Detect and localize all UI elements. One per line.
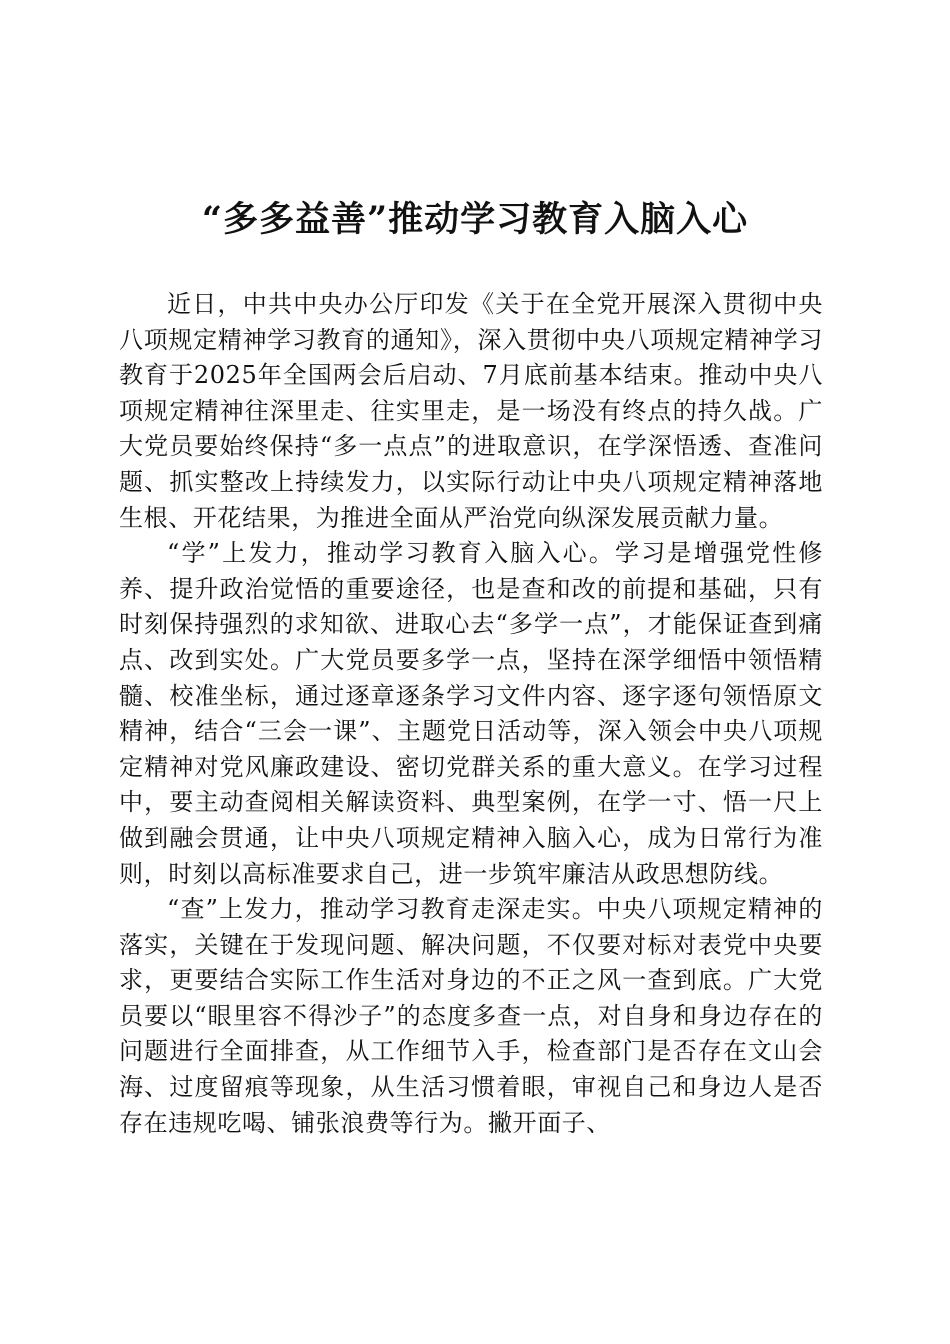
paragraph-inspect: “查”上发力，推动学习教育走深走实。中央八项规定精神的落实，关键在于发现问题、解决问题，不仅要对标对表党中央要求，更要结合实际工作生活对身边的不正之风一查到底。广大党员要以“眼里容不得沙子”的态度多查一点，对自身和身边存在的问题进行全面排查，从工作细节入手，检查部门是否存在文山会海、过度留痕等现象，从生活习惯着眼，审视自己和身边人是否存在违规吃喝、铺张浪费等行为。撇开面子、 <box>119 895 823 1137</box>
paragraph-study: “学”上发力，推动学习教育入脑入心。学习是增强党性修养、提升政治觉悟的重要途径，也是查和改的前提和基础，只有时刻保持强烈的求知欲、进取心去“多学一点”，才能保证查到痛点、改到实处。广大党员要多学一点，坚持在深学细悟中领悟精髓、校准坐标，通过逐章逐条学习文件内容、逐字逐句领悟原文精神，结合“三会一课”、主题党日活动等，深入领会中央八项规定精神对党风廉政建设、密切党群关系的重大意义。在学习过程中，要主动查阅相关解读资料、典型案例，在学一寸、悟一尺上做到融会贯通，让中央八项规定精神入脑入心，成为日常行为准则，时刻以高标准要求自己，进一步筑牢廉洁从政思想防线。 <box>119 539 823 888</box>
paragraph-intro: 近日，中共中央办公厅印发《关于在全党开展深入贯彻中央八项规定精神学习教育的通知》，深入贯彻中央八项规定精神学习教育于2025年全国两会后启动、7月底前基本结束。推动中央八项规定精神往深里走、往实里走，是一场没有终点的持久战。广大党员要始终保持“多一点点”的进取意识，在学深悟透、查准问题、抓实整改上持续发力，以实际行动让中央八项规定精神落地生根、开花结果，为推进全面从严治党向纵深发展贡献力量。 <box>119 290 823 532</box>
document-body <box>119 287 823 1141</box>
document-title: “多多益善”推动学习教育入脑入心 <box>201 199 749 240</box>
